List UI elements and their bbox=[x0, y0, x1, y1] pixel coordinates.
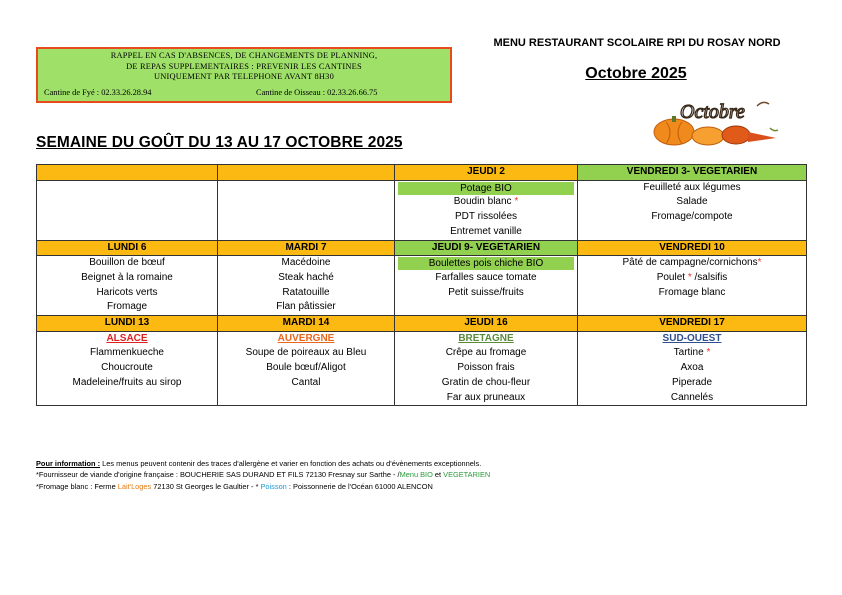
bio-item: Boulettes pois chiche BIO bbox=[398, 257, 574, 270]
menu-cell: Bouillon de bœuf bbox=[37, 256, 218, 271]
day-header bbox=[218, 165, 395, 181]
asterisk-mark: * bbox=[514, 196, 519, 208]
menu-cell bbox=[218, 225, 395, 240]
notice-line-2: DE REPAS SUPPLEMENTAIRES : PREVENIR LES CANTINES bbox=[126, 61, 362, 71]
menu-title: MENU RESTAURANT SCOLAIRE RPI DU ROSAY NORD bbox=[493, 37, 781, 49]
day-header: LUNDI 13 bbox=[37, 316, 218, 332]
poisson-label: Poisson bbox=[260, 481, 287, 491]
veg-legend: VEGETARIEN bbox=[443, 470, 491, 480]
menu-cell: Macédoine bbox=[218, 256, 395, 271]
day-header: VENDREDI 10 bbox=[578, 240, 807, 256]
menu-cell: Flan pâtissier bbox=[218, 300, 395, 315]
and-text: et bbox=[432, 470, 444, 480]
menu-cell: Tartine * bbox=[578, 346, 807, 361]
supplier-text: *Fournisseur de viande d'origine française : BOUCHERIE SAS DURAND ET FILS 72130 Fresnay sur Sarthe - / bbox=[36, 470, 400, 480]
day-header: VENDREDI 3- VEGETARIEN bbox=[578, 165, 807, 181]
menu-cell: Entremet vanille bbox=[395, 225, 578, 240]
notice-line-3: UNIQUEMENT PAR TELEPHONE AVANT 8H30 bbox=[154, 72, 334, 82]
menu-cell bbox=[395, 300, 578, 315]
day-header: MARDI 14 bbox=[218, 316, 395, 332]
menu-cell bbox=[37, 195, 218, 210]
menu-cell: PDT rissolées bbox=[395, 210, 578, 225]
menu-cell: Boule bœuf/Aligot bbox=[218, 361, 395, 376]
menu-cell: Crêpe au fromage bbox=[395, 346, 578, 361]
menu-cell: Poisson frais bbox=[395, 361, 578, 376]
day-header: VENDREDI 17 bbox=[578, 316, 807, 332]
phone-numbers bbox=[38, 88, 450, 99]
menu-cell: Flammenkueche bbox=[37, 346, 218, 361]
menu-cell bbox=[218, 195, 395, 210]
menu-cell: Poulet * /salsifis bbox=[578, 271, 807, 286]
menu-cell: Cannelés bbox=[578, 391, 807, 406]
menu-cell: Fromage blanc bbox=[578, 286, 807, 301]
region-label: SUD-OUEST bbox=[662, 332, 722, 344]
menu-row bbox=[37, 180, 807, 195]
region-cell bbox=[578, 331, 807, 346]
ferme-name: Lait'Loges bbox=[117, 481, 152, 491]
menu-cell bbox=[37, 225, 218, 240]
day-header: JEUDI 2 bbox=[395, 165, 578, 181]
menu-cell: Gratin de chou-fleur bbox=[395, 376, 578, 391]
menu-cell bbox=[578, 300, 807, 315]
menu-cell: Beignet à la romaine bbox=[37, 271, 218, 286]
menu-row bbox=[37, 361, 807, 376]
bio-item: Potage BIO bbox=[398, 182, 574, 195]
asterisk-mark: * bbox=[687, 271, 692, 283]
region-row bbox=[37, 331, 807, 346]
menu-row bbox=[37, 195, 807, 210]
menu-cell: Fromage bbox=[37, 300, 218, 315]
region-label: AUVERGNE bbox=[277, 332, 335, 344]
menu-cell bbox=[37, 391, 218, 406]
menu-row bbox=[37, 210, 807, 225]
octobre-pumpkin-logo bbox=[652, 98, 782, 146]
menu-cell bbox=[37, 180, 218, 195]
menu-row bbox=[37, 346, 807, 361]
menu-row bbox=[37, 256, 807, 271]
menu-cell: Cantal bbox=[218, 376, 395, 391]
day-header: MARDI 7 bbox=[218, 240, 395, 256]
region-label: ALSACE bbox=[106, 332, 148, 344]
menu-cell bbox=[218, 391, 395, 406]
day-header bbox=[37, 165, 218, 181]
footer-info bbox=[36, 458, 490, 469]
footer-cheese-fish bbox=[36, 481, 490, 492]
week-header-row bbox=[37, 316, 807, 332]
menu-table bbox=[36, 164, 807, 406]
cheese-location: 72130 St Georges le Gaultier - * bbox=[151, 481, 261, 491]
menu-cell: Petit suisse/fruits bbox=[395, 286, 578, 301]
menu-cell: Ratatouille bbox=[218, 286, 395, 301]
phone-fye: Cantine de Fyé : 02.33.26.28.94 bbox=[44, 88, 152, 97]
info-label: Pour information : bbox=[36, 459, 101, 468]
region-cell bbox=[395, 331, 578, 346]
menu-row bbox=[37, 225, 807, 240]
region-cell bbox=[218, 331, 395, 346]
region-label: BRETAGNE bbox=[458, 332, 514, 344]
menu-cell: Far aux pruneaux bbox=[395, 391, 578, 406]
week-header-row bbox=[37, 240, 807, 256]
menu-cell: Haricots verts bbox=[37, 286, 218, 301]
menu-cell: Pâté de campagne/cornichons* bbox=[578, 256, 807, 271]
notice-line-1: RAPPEL EN CAS D'ABSENCES, DE CHANGEMENTS DE PLANNING, bbox=[110, 51, 378, 60]
menu-row bbox=[37, 300, 807, 315]
absence-notice-box bbox=[36, 47, 452, 103]
footer-supplier bbox=[36, 469, 490, 480]
menu-row bbox=[37, 376, 807, 391]
fish-supplier: : Poissonnerie de l'Océan 61000 ALENCON bbox=[286, 481, 433, 491]
menu-cell: Farfalles sauce tomate bbox=[395, 271, 578, 286]
menu-cell: Choucroute bbox=[37, 361, 218, 376]
menu-cell: Feuilleté aux légumes bbox=[578, 180, 807, 195]
menu-cell: Axoa bbox=[578, 361, 807, 376]
menu-cell: Salade bbox=[578, 195, 807, 210]
menu-row bbox=[37, 391, 807, 406]
menu-cell bbox=[37, 210, 218, 225]
menu-cell: Soupe de poireaux au Bleu bbox=[218, 346, 395, 361]
week-title: SEMAINE DU GOÛT DU 13 AU 17 OCTOBRE 2025 bbox=[36, 134, 403, 151]
logo-text: Octobre bbox=[680, 101, 745, 123]
menu-cell: Steak haché bbox=[218, 271, 395, 286]
menu-row bbox=[37, 286, 807, 301]
bio-legend: Menu BIO bbox=[399, 470, 433, 480]
month-title: Octobre 2025 bbox=[585, 65, 687, 82]
menu-cell bbox=[218, 180, 395, 195]
menu-cell bbox=[578, 225, 807, 240]
menu-cell bbox=[395, 256, 578, 271]
day-header: JEUDI 16 bbox=[395, 316, 578, 332]
phone-oisseau: Cantine de Oisseau : 02.33.26.66.75 bbox=[256, 88, 378, 97]
menu-cell bbox=[395, 180, 578, 195]
menu-cell bbox=[218, 210, 395, 225]
day-header: LUNDI 6 bbox=[37, 240, 218, 256]
menu-row bbox=[37, 271, 807, 286]
menu-cell: Madeleine/fruits au sirop bbox=[37, 376, 218, 391]
asterisk-mark: * bbox=[757, 257, 762, 269]
cheese-text: *Fromage blanc : Ferme bbox=[36, 481, 118, 491]
footer-notes bbox=[36, 458, 490, 492]
week-header-row bbox=[37, 165, 807, 181]
asterisk-mark: * bbox=[706, 347, 711, 359]
menu-cell: Fromage/compote bbox=[578, 210, 807, 225]
info-text: Les menus peuvent contenir des traces d'allergène et varier en fonction des achats ou d'évènements exceptionnels. bbox=[100, 459, 482, 468]
menu-cell: Boudin blanc * bbox=[395, 195, 578, 210]
region-cell bbox=[37, 331, 218, 346]
menu-cell: Piperade bbox=[578, 376, 807, 391]
day-header: JEUDI 9- VEGETARIEN bbox=[395, 240, 578, 256]
